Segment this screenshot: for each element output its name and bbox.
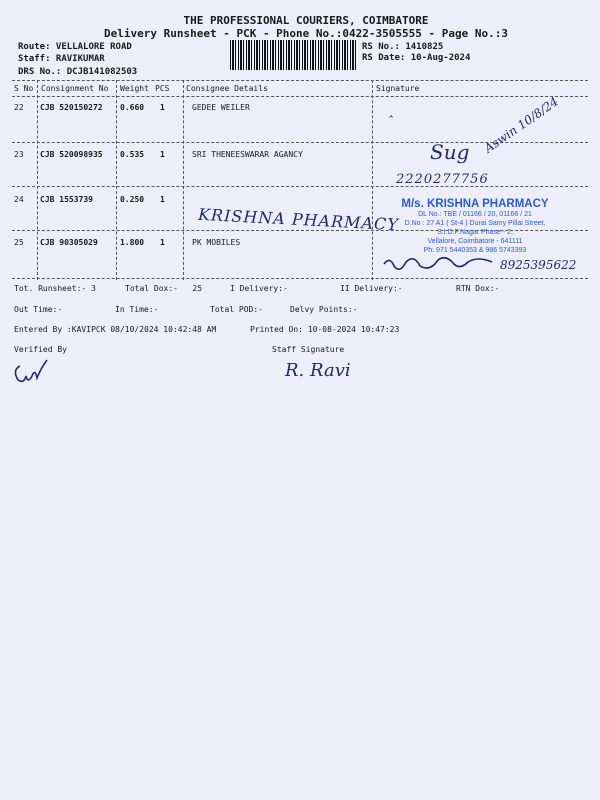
- cell-weight: 0.250: [120, 195, 145, 204]
- cell-pcs: 1: [160, 238, 165, 247]
- verified-signature: [10, 358, 60, 388]
- header-top-rule: [12, 80, 588, 81]
- total-runsheet: Tot. Runsheet:- 3: [14, 284, 96, 293]
- entered-by: Entered By :KAVIPCK 08/10/2024 10:42:48 AM: [14, 325, 217, 334]
- col-signature: Signature: [376, 84, 420, 93]
- row-rule: [12, 278, 588, 279]
- stamp-line: S.I.D.F.Nagar Phase - 2,: [437, 229, 513, 236]
- col-sep: [37, 80, 38, 280]
- cell-pcs: 1: [160, 150, 165, 159]
- ii-delivery: II Delivery:-: [340, 284, 403, 293]
- cell-consignment: CJB 520150272: [40, 103, 103, 112]
- rtn-dox: RTN Dox:-: [456, 284, 500, 293]
- cell-weight: 1.800: [120, 238, 145, 247]
- col-consignee: Consignee Details: [186, 84, 268, 93]
- total-pod: Total POD:-: [210, 305, 263, 314]
- signature-mark: ⌃: [386, 115, 394, 125]
- phone-row-23: 2220277756: [396, 172, 489, 187]
- handwritten-consignee: KRISHNA PHARMACY: [197, 204, 400, 235]
- cell-consignment: CJB 1553739: [40, 195, 93, 204]
- drs-number: DRS No.: DCJB141082503: [18, 67, 138, 77]
- cell-sno: 22: [14, 103, 24, 112]
- in-time: In Time:-: [115, 305, 159, 314]
- delvy-points: Delvy Points:-: [290, 305, 358, 314]
- cell-pcs: 1: [160, 103, 165, 112]
- staff-signature-label: Staff Signature: [272, 345, 345, 354]
- runsheet-subtitle: Delivery Runsheet - PCK - Phone No.:0422-3505555 - Page No.:3: [104, 27, 508, 40]
- stamp-line: Ph: 971 5440353 & 986 5743393: [423, 247, 527, 254]
- col-sep: [116, 80, 117, 280]
- rs-number: RS No.: 1410825: [362, 42, 444, 52]
- printed-on: Printed On: 10-08-2024 10:47:23: [250, 325, 400, 334]
- cell-consignee: GEDEE WEILER: [192, 103, 250, 112]
- rs-date: RS Date: 10-Aug-2024: [362, 53, 471, 63]
- cell-consignee: SRI THENEESWARAR AGANCY: [192, 150, 303, 159]
- col-sep: [183, 80, 184, 280]
- company-title: THE PROFESSIONAL COURIERS, COIMBATORE: [183, 14, 429, 27]
- pharmacy-stamp: [385, 198, 565, 255]
- cell-sno: 24: [14, 195, 24, 204]
- i-delivery: I Delivery:-: [230, 284, 288, 293]
- col-sep: [372, 80, 373, 280]
- cell-weight: 0.660: [120, 103, 145, 112]
- header-bottom-rule: [12, 96, 588, 97]
- staff-label: Staff: RAVIKUMAR: [18, 54, 105, 64]
- cell-consignment: CJB 520098935: [40, 150, 103, 159]
- total-dox: Total Dox:- 25: [125, 284, 203, 293]
- cell-consignee: PK MOBILES: [192, 238, 241, 247]
- cell-sno: 25: [14, 238, 24, 247]
- phone-row-25: 8925395622: [500, 258, 577, 272]
- stamp-line: D.No : 27 A1 ( St-4 ) Durai Samy Pillai Street,: [404, 220, 546, 227]
- col-weight: Weight: [120, 84, 149, 93]
- verified-by: Verified By: [14, 345, 67, 354]
- cell-weight: 0.535: [120, 150, 145, 159]
- signature-row-22: Aswin 10/8/24: [481, 94, 561, 156]
- col-pcs: PCS: [155, 84, 170, 93]
- stamp-line: DL No.: TBE / 01166 / 20, 01166 / 21: [418, 211, 532, 218]
- stamp-line: Vellalore, Coimbatore - 641111: [427, 238, 523, 245]
- cell-pcs: 1: [160, 195, 165, 204]
- route-label: Route: VELLALORE ROAD: [18, 42, 132, 52]
- barcode: [230, 40, 358, 70]
- stamp-name: M/s. KRISHNA PHARMACY: [401, 198, 549, 210]
- cell-sno: 23: [14, 150, 24, 159]
- signature-row-23: Sug: [430, 140, 470, 164]
- col-consignment: Consignment No: [41, 84, 109, 93]
- staff-signature: R. Ravi: [285, 360, 351, 381]
- out-time: Out Time:-: [14, 305, 63, 314]
- row-rule: [12, 186, 588, 187]
- cell-consignment: CJB 90305029: [40, 238, 98, 247]
- col-sno: S No: [14, 84, 34, 93]
